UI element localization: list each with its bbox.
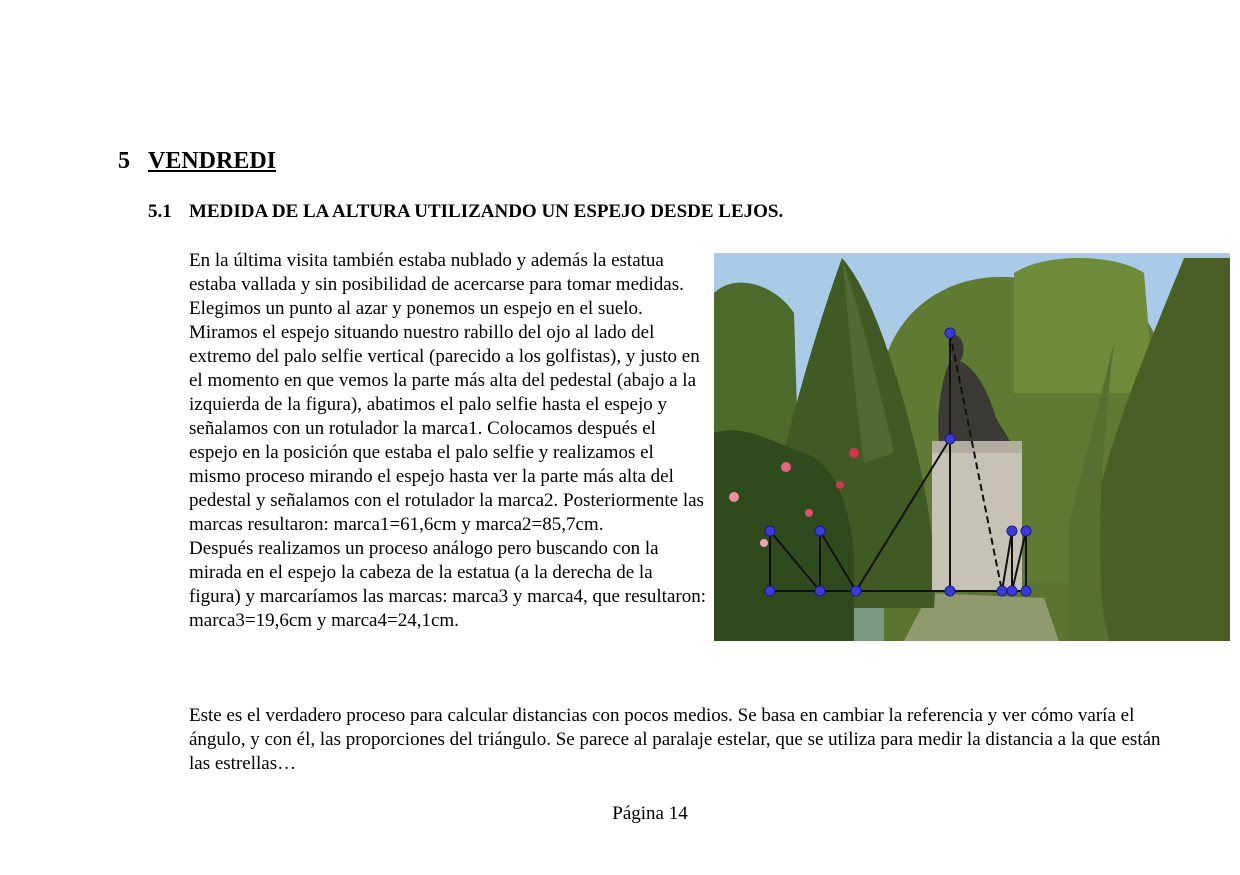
closing-paragraph: Este es el verdadero proceso para calcular distancias con pocos medios. Se basa en cambiar la referencia y ver cómo varía el ángulo, y con él, las proporciones del triángulo. Se parece al paralaje estelar, que se utiliza para medir la distancia a la que están las estrellas… — [189, 705, 1161, 774]
paragraph-analog: Después realizamos un proceso análogo pero buscando con la mirada en el espejo la cabeza de la estatua (a la derecha de la figura) y marcaríamos las marcas: marca3 y marca4, que resultaron: marca3=19,6cm y marca4=24,1cm. — [189, 538, 706, 631]
point-statue-head — [945, 328, 955, 338]
paragraph-method: Elegimos un punto al azar y ponemos un espejo en el suelo. Miramos el espejo situando nuestro rabillo del ojo al lado del extremo del palo selfie vertical (parecido a los golfistas), y justo en el momento en que vemos la parte más alta del pedestal (abajo a la izquierda de la figura), abatimos el palo selfie hasta el espejo y señalamos con un rotulador la marca1. Colocamos después el espejo en la posición que estaba el palo selfie y realizamos el mismo proceso mirando el espejo hasta ver la parte más alta del pedestal y señalamos con el rotulador la marca2. Posteriormente las marcas resultaron: marca1=61,6cm y marca2=85,7cm. — [189, 298, 704, 535]
point — [765, 526, 775, 536]
rose-flower — [760, 539, 768, 547]
point — [815, 526, 825, 536]
point-pedestal-base — [945, 586, 955, 596]
section-number: 5 — [118, 148, 130, 174]
subsection-title: MEDIDA DE LA ALTURA UTILIZANDO UN ESPEJO DESDE LEJOS. — [189, 201, 784, 222]
point — [1021, 586, 1031, 596]
upper-foliage — [1014, 258, 1154, 393]
point — [1007, 526, 1017, 536]
body-text — [189, 249, 709, 633]
page-number: Página 14 — [612, 803, 688, 824]
rose-flower — [805, 509, 813, 517]
paragraph-intro: En la última visita también estaba nublado y además la estatua estaba vallada y sin posibilidad de acercarse para tomar medidas. — [189, 250, 684, 295]
point — [765, 586, 775, 596]
statue-photo — [714, 253, 1230, 641]
point — [1021, 526, 1031, 536]
section-title: VENDREDI — [148, 148, 277, 174]
rose-flower — [849, 448, 859, 458]
subsection-heading — [148, 201, 783, 223]
point — [1007, 586, 1017, 596]
rose-flower — [836, 481, 844, 489]
rose-flower — [781, 462, 791, 472]
statue-photo-figure — [714, 253, 1230, 641]
point-pedestal-top — [945, 434, 955, 444]
rose-flower — [729, 492, 739, 502]
point-mirror — [851, 586, 861, 596]
section-heading — [118, 148, 276, 175]
subsection-number: 5.1 — [148, 201, 172, 222]
point — [815, 586, 825, 596]
point — [997, 586, 1007, 596]
